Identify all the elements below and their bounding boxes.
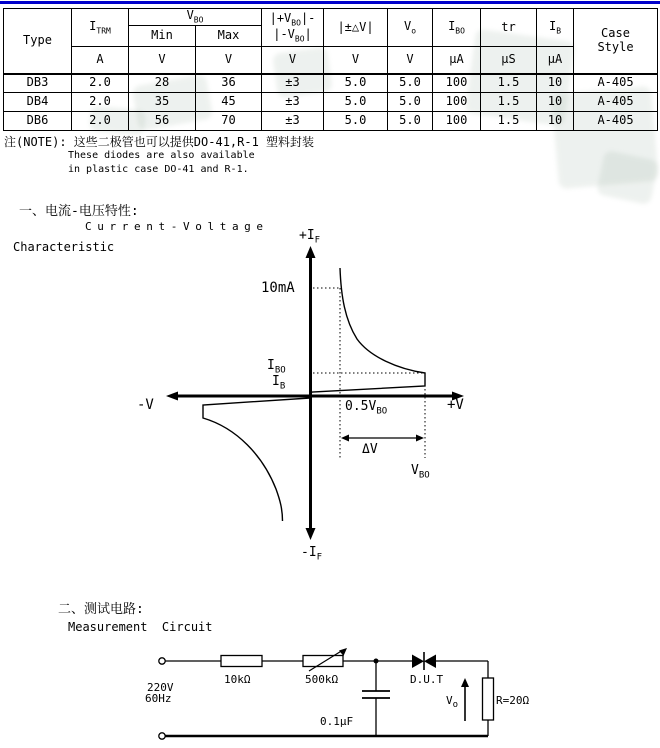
cell: 5.0 (324, 112, 388, 131)
label-resistor-10k: 10kΩ (224, 673, 251, 686)
cell: A-405 (574, 93, 658, 112)
cell: ±3 (262, 74, 324, 93)
label-resistor-500k: 500kΩ (305, 673, 339, 686)
diac-right-triangle (424, 655, 436, 669)
col-header-vbo-min: Min (129, 26, 196, 47)
note-line-en2: in plastic case DO-41 and R-1. (68, 164, 249, 175)
cell: 56 (129, 112, 196, 131)
top-divider-line (0, 1, 660, 4)
iv-curve-plot (120, 225, 480, 570)
col-header-tr: tr (481, 9, 537, 47)
table-row-db6 (4, 112, 658, 131)
col-header-type: Type (4, 9, 72, 74)
unit-delta-v: V (324, 47, 388, 74)
label-half-vbo: $0.5V_{BO}$ (345, 399, 388, 417)
cell: DB4 (4, 93, 72, 112)
label-capacitor: 0.1μF (320, 715, 354, 728)
table-row-db4 (4, 93, 658, 112)
cell: 1.5 (481, 112, 537, 131)
label-minus-if: $-I_F$ (301, 545, 323, 563)
cell: 2.0 (72, 74, 129, 93)
cell: 45 (196, 93, 262, 112)
label-plus-if: $+I_F$ (299, 228, 321, 246)
cell: 5.0 (324, 74, 388, 93)
cell: 1.5 (481, 93, 537, 112)
cell: 100 (433, 93, 481, 112)
cell: 100 (433, 112, 481, 131)
cell: ±3 (262, 112, 324, 131)
cell: DB6 (4, 112, 72, 131)
cell: 28 (129, 74, 196, 93)
input-terminal-bottom (159, 733, 165, 739)
unit-itrm: A (72, 47, 129, 74)
unit-max: V (196, 47, 262, 74)
section1-heading-cn: 一、电流-电压特性: (19, 204, 139, 219)
label-vbo: $V_{BO}$ (411, 463, 430, 481)
col-header-case-style: Case Style (574, 9, 658, 74)
iv-curve-positive (311, 268, 426, 394)
measurement-circuit-diagram (130, 642, 550, 746)
table-row-db3 (4, 74, 658, 93)
cell: 10 (537, 93, 574, 112)
y-axis-top-arrow (306, 246, 316, 258)
unit-tr: μS (481, 47, 537, 74)
load-resistor-symbol (483, 678, 494, 720)
label-vout: $V_o$ (446, 694, 459, 711)
col-header-ib: $I_B$ (537, 9, 574, 47)
resistor-10k-symbol (221, 656, 262, 667)
col-header-vbo-max: Max (196, 26, 262, 47)
section2-heading-en: Measurement Circuit (68, 620, 213, 634)
section2-heading-cn: 二、测试电路: (58, 602, 144, 617)
cell: 2.0 (72, 112, 129, 131)
vout-arrow-head (461, 678, 469, 687)
cell: 70 (196, 112, 262, 131)
label-delta-v: ΔV (362, 442, 378, 457)
unit-vo: V (388, 47, 433, 74)
label-load-resistor: R=20Ω (496, 694, 530, 707)
section1-heading-en: C u r r e n t - V o l t a g e (85, 220, 263, 233)
label-10ma: 10mA (261, 280, 295, 296)
note-line-cn: 注(NOTE): 这些二极管也可以提供DO-41,R-1 塑料封装 (4, 135, 315, 149)
col-header-ibo: $I_{BO}$ (433, 9, 481, 47)
y-axis-bottom-arrow (306, 528, 316, 540)
cell: 35 (129, 93, 196, 112)
potentiometer-500k-symbol (303, 656, 343, 667)
col-header-vbo-diff: $|+V_{BO}|-$ $|-V_{BO}|$ (262, 9, 324, 47)
cell: 100 (433, 74, 481, 93)
label-dut: D.U.T (410, 673, 444, 686)
col-header-delta-v: |±△V| (324, 9, 388, 47)
unit-ibo: μA (433, 47, 481, 74)
label-ib: $I_B$ (272, 374, 286, 392)
unit-vbo-diff: V (262, 47, 324, 74)
col-header-vo: $V_o$ (388, 9, 433, 47)
cell: 5.0 (388, 112, 433, 131)
input-terminal-top (159, 658, 165, 664)
cell: 5.0 (324, 93, 388, 112)
label-plus-v: +V (447, 397, 464, 413)
spec-table (3, 8, 658, 131)
unit-min: V (129, 47, 196, 74)
iv-curve-negative (203, 398, 310, 521)
unit-ib: μA (537, 47, 574, 74)
cell: 10 (537, 74, 574, 93)
col-header-vbo: $V_{BO}$ (129, 9, 262, 26)
cell: ±3 (262, 93, 324, 112)
label-source-voltage: 220V (147, 681, 174, 694)
delta-v-arrow-right-head (416, 435, 424, 442)
label-minus-v: -V (137, 397, 154, 413)
cell: 10 (537, 112, 574, 131)
label-ibo: $I_{BO}$ (267, 358, 286, 376)
cell: A-405 (574, 74, 658, 93)
cell: DB3 (4, 74, 72, 93)
col-header-itrm: $I_{TRM}$ (72, 9, 129, 47)
cell: A-405 (574, 112, 658, 131)
cell: 36 (196, 74, 262, 93)
delta-v-arrow-left-head (341, 435, 349, 442)
x-axis-left-arrow (166, 392, 178, 401)
note-line-en1: These diodes are also available (68, 150, 255, 161)
section1-heading-en2: Characteristic (13, 240, 115, 254)
cell: 2.0 (72, 93, 129, 112)
cell: 5.0 (388, 74, 433, 93)
cell: 1.5 (481, 74, 537, 93)
label-source-frequency: 60Hz (145, 692, 172, 705)
diac-left-triangle (412, 655, 424, 669)
cell: 5.0 (388, 93, 433, 112)
